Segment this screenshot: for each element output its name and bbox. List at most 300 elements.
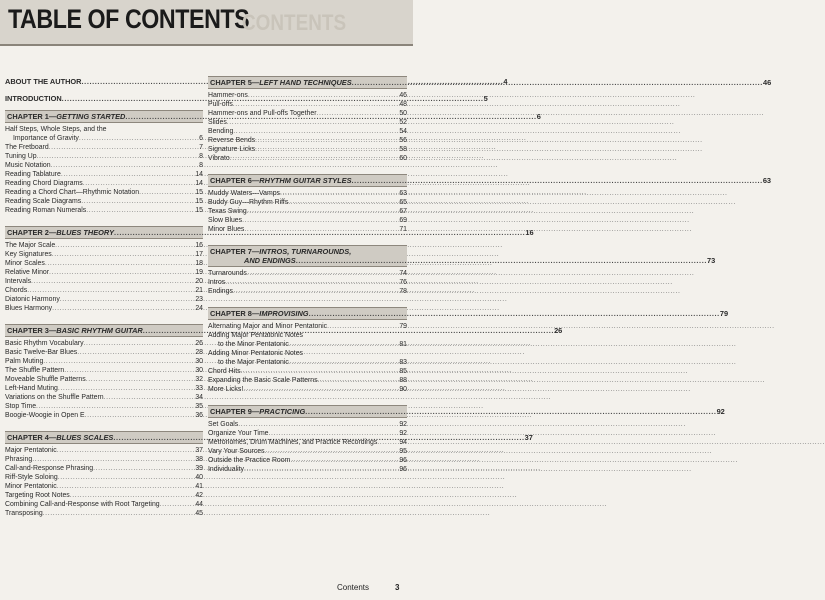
toc-entry[interactable] xyxy=(208,447,407,456)
section-label: ABOUT THE AUTHOR xyxy=(5,77,82,86)
toc-entry-label: Organize Your Time xyxy=(208,430,269,437)
toc-entry-label: Minor Scales xyxy=(5,260,45,267)
chapter-heading[interactable] xyxy=(208,174,772,187)
dot-leader xyxy=(243,385,398,394)
toc-entry-label: Chord Hits xyxy=(208,368,241,375)
toc-entry-page: 20 xyxy=(195,278,203,285)
toc-entry-page: 83 xyxy=(399,359,407,366)
dot-leader xyxy=(77,348,194,357)
toc-entry-page: 8 xyxy=(199,153,203,160)
toc-entry-label: Vibrato xyxy=(208,155,230,162)
toc-entry[interactable] xyxy=(208,198,407,207)
toc-entry[interactable] xyxy=(208,278,407,287)
toc-entry[interactable] xyxy=(208,429,407,438)
toc-entry-label: Basic Twelve-Bar Blues xyxy=(5,349,78,356)
toc-entry-page: 37 xyxy=(195,447,203,454)
toc-entry-label: Half Steps, Whole Steps, and the xyxy=(5,126,107,133)
toc-entry[interactable] xyxy=(5,188,203,197)
toc-entry-page: 32 xyxy=(195,376,203,383)
chapter-prefix: CHAPTER 7— xyxy=(210,247,260,256)
toc-entry-label: Combining Call-and-Response with Root Targeting xyxy=(5,501,160,508)
chapter-heading[interactable] xyxy=(208,76,772,89)
toc-entry[interactable] xyxy=(5,143,203,152)
dot-leader xyxy=(288,198,398,207)
toc-entry-page: 48 xyxy=(399,101,407,108)
toc-entry-label: Texas Swing xyxy=(208,208,247,215)
toc-entry-page: 52 xyxy=(399,119,407,126)
toc-entry-label: Turnarounds xyxy=(208,270,247,277)
dot-leader xyxy=(52,304,194,313)
dot-leader xyxy=(227,118,399,127)
toc-entry[interactable] xyxy=(208,118,407,127)
dot-leader xyxy=(31,277,194,286)
dot-leader xyxy=(233,100,399,109)
toc-entry-page: 34 xyxy=(195,394,203,401)
dot-leader xyxy=(255,145,398,154)
toc-entry[interactable] xyxy=(208,109,407,118)
chapter-heading-line xyxy=(210,247,405,256)
section-page: 5 xyxy=(483,94,488,103)
dot-leader xyxy=(51,161,199,170)
chapter-heading[interactable] xyxy=(208,307,729,320)
section-label: INTRODUCTION xyxy=(5,94,62,103)
dot-leader xyxy=(61,170,195,179)
toc-entry[interactable] xyxy=(208,340,407,349)
chapter-page: 46 xyxy=(762,78,772,87)
toc-entry-label: Basic Rhythm Vocabulary xyxy=(5,340,84,347)
toc-entry-label: Adding Major Pentatonic Notes xyxy=(208,332,303,339)
toc-entry-page: 41 xyxy=(195,483,203,490)
toc-entry-label: Intros xyxy=(208,279,226,286)
toc-entry-page: 6 xyxy=(199,135,203,142)
toc-entry[interactable] xyxy=(208,145,407,154)
toc-entry-page: 15 xyxy=(195,207,203,214)
toc-entry-label: More Licks! xyxy=(208,386,244,393)
toc-entry-label: Left-Hand Muting xyxy=(5,385,58,392)
dot-leader xyxy=(233,127,398,136)
chapter-name: INTROS, TURNAROUNDS, xyxy=(259,247,352,256)
chapter-page: 73 xyxy=(707,256,716,265)
toc-entry-page: 94 xyxy=(399,439,407,446)
toc-entry[interactable] xyxy=(5,375,203,384)
toc-entry-label: Slow Blues xyxy=(208,217,243,224)
toc-entry[interactable] xyxy=(5,241,203,250)
toc-entry-page: 54 xyxy=(399,128,407,135)
toc-entry[interactable] xyxy=(5,277,203,286)
dot-leader xyxy=(327,322,398,331)
toc-entry-page: 85 xyxy=(399,368,407,375)
toc-entry-label: Palm Muting xyxy=(5,358,44,365)
toc-entry[interactable] xyxy=(5,259,203,268)
chapter-prefix: CHAPTER 1— xyxy=(7,112,57,121)
chapter-name: BLUES SCALES xyxy=(56,433,114,442)
dot-leader xyxy=(242,216,398,225)
toc-entry-page: 58 xyxy=(399,146,407,153)
toc-entry-page: 81 xyxy=(399,341,407,348)
toc-entry[interactable] xyxy=(5,134,203,143)
toc-entry-page: 78 xyxy=(399,288,407,295)
chapter-prefix: CHAPTER 9— xyxy=(210,407,260,416)
toc-entry-page: 7 xyxy=(199,144,203,151)
toc-entry-page: 60 xyxy=(399,155,407,162)
toc-entry[interactable] xyxy=(5,295,203,304)
dot-leader xyxy=(45,259,195,268)
dot-leader xyxy=(247,207,399,216)
toc-entry-label-cont: Importance of Gravity xyxy=(13,135,79,142)
toc-entry-label: Pull-offs xyxy=(208,101,233,108)
toc-entry-page: 42 xyxy=(195,492,203,499)
toc-entry[interactable] xyxy=(5,348,203,357)
toc-entry[interactable] xyxy=(208,100,407,109)
toc-entry-label: Minor Pentatonic xyxy=(5,483,57,490)
toc-entry[interactable] xyxy=(208,269,407,278)
chapter-heading[interactable] xyxy=(208,245,716,267)
dot-leader xyxy=(43,357,194,366)
dot-leader xyxy=(241,367,399,376)
toc-entry[interactable] xyxy=(5,268,203,277)
toc-entry-page: 30 xyxy=(195,367,203,374)
toc-entry-page: 79 xyxy=(399,323,407,330)
toc-entry-label: Hammer-ons and Pull-offs Together xyxy=(208,110,317,117)
dot-leader xyxy=(289,358,398,367)
toc-entry-page: 95 xyxy=(399,448,407,455)
toc-entry[interactable] xyxy=(5,402,203,411)
toc-entry[interactable] xyxy=(5,170,203,179)
toc-entry-page: 67 xyxy=(399,208,407,215)
toc-entry-page: 50 xyxy=(399,110,407,117)
toc-entry-page: 76 xyxy=(399,279,407,286)
page-title: TABLE OF CONTENTS xyxy=(8,4,250,34)
toc-entry[interactable] xyxy=(5,455,203,464)
toc-entry-page: 33 xyxy=(195,385,203,392)
chapter-prefix: CHAPTER 8— xyxy=(210,309,260,318)
dot-leader xyxy=(57,446,195,455)
toc-entry-label: Targeting Root Notes xyxy=(5,492,70,499)
toc-entry-page: 88 xyxy=(399,377,407,384)
dot-leader xyxy=(309,309,720,318)
toc-entry[interactable] xyxy=(208,225,407,234)
toc-entry[interactable] xyxy=(5,500,203,509)
toc-entry-label: Hammer-ons xyxy=(208,92,248,99)
dot-leader xyxy=(296,256,707,265)
toc-entry-label: Call-and-Response Phrasing xyxy=(5,465,94,472)
dot-leader xyxy=(43,509,195,518)
toc-entry[interactable] xyxy=(208,358,407,367)
dot-leader xyxy=(318,376,399,385)
dot-leader xyxy=(55,241,194,250)
toc-entry[interactable] xyxy=(5,152,203,161)
toc-entry-page: 14 xyxy=(195,171,203,178)
chapter-name: PRACTICING xyxy=(259,407,306,416)
chapter-name: LEFT HAND TECHNIQUES xyxy=(259,78,352,87)
toc-entry-page: 44 xyxy=(195,501,203,508)
toc-entry-page: 21 xyxy=(195,287,203,294)
toc-entry-label: Muddy Waters—Vamps xyxy=(208,190,280,197)
toc-entry-page: 74 xyxy=(399,270,407,277)
footer-label: Contents xyxy=(337,583,370,592)
chapter-name-cont: AND ENDINGS xyxy=(244,256,296,265)
toc-entry-page: 30 xyxy=(195,358,203,365)
toc-entry-page: 8 xyxy=(199,162,203,169)
toc-entry-label: Reading a Chord Chart—Rhythmic Notation xyxy=(5,189,140,196)
chapter-page: 79 xyxy=(719,309,729,318)
toc-entry-page: 90 xyxy=(399,386,407,393)
toc-entry-label: Reading Roman Numerals xyxy=(5,207,87,214)
toc-entry-page: 40 xyxy=(195,474,203,481)
toc-entry-page: 19 xyxy=(195,269,203,276)
toc-entry-label: Metronomes, Drum Machines, and Practice Recordings xyxy=(208,439,378,446)
toc-entry-label: Alternating Major and Minor Pentatonic xyxy=(208,323,328,330)
toc-entry[interactable] xyxy=(208,420,407,429)
toc-entry[interactable] xyxy=(5,286,203,295)
toc-entry[interactable] xyxy=(208,287,407,296)
toc-entry-label: Riff-Style Soloing xyxy=(5,474,58,481)
toc-entry-label: Phrasing xyxy=(5,456,33,463)
toc-entry-label: Reading Scale Diagrams xyxy=(5,198,82,205)
toc-entry[interactable] xyxy=(5,304,203,313)
toc-entry[interactable] xyxy=(208,322,407,331)
toc-entry[interactable] xyxy=(5,357,203,366)
dot-leader xyxy=(32,455,194,464)
toc-entry-page: 69 xyxy=(399,217,407,224)
toc-entry[interactable] xyxy=(5,179,203,188)
toc-entry-label: Moveable Shuffle Patterns xyxy=(5,376,86,383)
chapter-name: BASIC RHYTHM GUITAR xyxy=(56,326,143,335)
toc-entry-label: Outside the Practice Room xyxy=(208,457,291,464)
toc-entry[interactable] xyxy=(5,509,203,518)
toc-entry-page: 17 xyxy=(195,251,203,258)
toc-entry[interactable] xyxy=(5,464,203,473)
dot-leader xyxy=(290,456,398,465)
dot-leader xyxy=(83,179,195,188)
toc-entry[interactable] xyxy=(5,411,203,420)
toc-entry-label: Signature Licks xyxy=(208,146,256,153)
toc-entry-page: 65 xyxy=(399,199,407,206)
dot-leader xyxy=(280,189,398,198)
toc-entry[interactable] xyxy=(5,482,203,491)
dot-leader xyxy=(289,340,398,349)
toc-entry[interactable] xyxy=(5,491,203,500)
toc-entry-label: Expanding the Basic Scale Patterns xyxy=(208,377,318,384)
toc-entry-label: Set Goals xyxy=(208,421,239,428)
toc-entry-page: 26 xyxy=(195,340,203,347)
toc-entry-page: 92 xyxy=(399,421,407,428)
dot-leader xyxy=(64,366,194,375)
toc-entry-page: 63 xyxy=(399,190,407,197)
footer-page-number: 3 xyxy=(395,583,400,592)
toc-entry-label: Music Notation xyxy=(5,162,51,169)
chapter-page: 92 xyxy=(716,407,725,416)
toc-entry-line[interactable] xyxy=(208,349,407,358)
toc-entry[interactable] xyxy=(5,197,203,206)
dot-leader xyxy=(27,286,194,295)
toc-entry-page: 36 xyxy=(195,412,203,419)
toc-entry-label: Slides xyxy=(208,119,227,126)
dot-leader xyxy=(248,91,399,100)
chapter-prefix: CHAPTER 4— xyxy=(7,433,57,442)
chapter-prefix: CHAPTER 2— xyxy=(7,228,57,237)
chapter-page: 16 xyxy=(525,228,534,237)
toc-entry[interactable] xyxy=(208,136,407,145)
toc-entry[interactable] xyxy=(5,446,203,455)
toc-entry[interactable] xyxy=(5,206,203,215)
toc-entry-page: 35 xyxy=(195,403,203,410)
dot-leader xyxy=(104,393,195,402)
toc-entry-label: Key Signatures xyxy=(5,251,52,258)
toc-entry[interactable] xyxy=(208,207,407,216)
toc-entry[interactable] xyxy=(208,189,407,198)
toc-entry-page: 38 xyxy=(195,456,203,463)
dot-leader xyxy=(305,407,716,416)
dot-leader xyxy=(52,250,195,259)
toc-entry-page: 92 xyxy=(399,430,407,437)
toc-entry-label: Bending xyxy=(208,128,234,135)
toc-entry-page: 16 xyxy=(195,242,203,249)
chapter-page: 6 xyxy=(536,112,541,121)
toc-entry-label: Buddy Guy—Rhythm Riffs xyxy=(208,199,289,206)
dot-leader xyxy=(352,78,763,87)
toc-entry-label: Diatonic Harmony xyxy=(5,296,60,303)
chapter-name: BLUES THEORY xyxy=(56,228,115,237)
toc-entry-label: Chords xyxy=(5,287,28,294)
toc-entry[interactable] xyxy=(5,384,203,393)
dot-leader xyxy=(58,384,194,393)
toc-entry-line[interactable] xyxy=(5,125,203,134)
toc-entry-page: 28 xyxy=(195,349,203,356)
toc-entry-page: 45 xyxy=(195,510,203,517)
toc-entry[interactable] xyxy=(208,376,407,385)
section-page: 4 xyxy=(503,77,508,86)
toc-entry[interactable] xyxy=(208,385,407,394)
dot-leader xyxy=(81,197,194,206)
chapter-heading[interactable] xyxy=(208,405,725,418)
dot-leader xyxy=(139,188,194,197)
dot-leader xyxy=(85,411,195,420)
chapter-page: 37 xyxy=(524,433,533,442)
dot-leader xyxy=(269,429,399,438)
dot-leader xyxy=(225,278,398,287)
toc-entry-page: 96 xyxy=(399,466,407,473)
dot-leader xyxy=(352,176,763,185)
dot-leader xyxy=(86,206,194,215)
toc-entry[interactable] xyxy=(208,438,407,447)
toc-entry-page: 96 xyxy=(399,457,407,464)
dot-leader xyxy=(93,464,194,473)
dot-leader xyxy=(238,420,398,429)
toc-entry-label: The Shuffle Pattern xyxy=(5,367,65,374)
dot-leader xyxy=(265,447,399,456)
toc-entry-label: Variations on the Shuffle Pattern xyxy=(5,394,104,401)
chapter-name: RHYTHM GUITAR STYLES xyxy=(259,176,352,185)
toc-entry-label: Relative Minor xyxy=(5,269,50,276)
dot-leader xyxy=(49,143,198,152)
toc-entry[interactable] xyxy=(5,473,203,482)
dot-leader xyxy=(60,295,195,304)
toc-entry-label: Minor Blues xyxy=(208,226,245,233)
toc-entry-label: Reading Chord Diagrams xyxy=(5,180,83,187)
toc-entry-label-cont: to the Minor Pentatonic xyxy=(218,341,289,348)
toc-entry-page: 39 xyxy=(195,465,203,472)
dot-leader xyxy=(317,109,399,118)
chapter-page: 26 xyxy=(554,326,563,335)
toc-entry[interactable] xyxy=(208,465,407,474)
toc-entry-label: Blues Harmony xyxy=(5,305,53,312)
toc-entry[interactable] xyxy=(208,216,407,225)
toc-entry-label: Tuning Up xyxy=(5,153,37,160)
toc-entry[interactable] xyxy=(5,161,203,170)
toc-entry-label: Stop Time xyxy=(5,403,37,410)
dot-leader xyxy=(233,287,398,296)
toc-entry-line[interactable] xyxy=(208,331,407,340)
toc-entry-page: 14 xyxy=(195,180,203,187)
toc-entry-label: Endings xyxy=(208,288,233,295)
toc-entry[interactable] xyxy=(5,250,203,259)
toc-entry[interactable] xyxy=(5,339,203,348)
chapter-prefix: CHAPTER 3— xyxy=(7,326,57,335)
toc-entry-page: 15 xyxy=(195,189,203,196)
toc-entry-label: Vary Your Sources xyxy=(208,448,265,455)
dot-leader xyxy=(244,225,398,234)
toc-entry-label: Reverse Bends xyxy=(208,137,256,144)
dot-leader xyxy=(57,482,195,491)
toc-entry[interactable] xyxy=(5,393,203,402)
dot-leader xyxy=(377,438,398,447)
chapter-prefix: CHAPTER 5— xyxy=(210,78,260,87)
chapter-heading-line xyxy=(210,256,716,265)
toc-entry-page: 56 xyxy=(399,137,407,144)
chapter-name: GETTING STARTED xyxy=(56,112,126,121)
toc-entry-label: The Fretboard xyxy=(5,144,49,151)
dot-leader xyxy=(58,473,195,482)
toc-entry-label: Major Pentatonic xyxy=(5,447,57,454)
chapter-page: 63 xyxy=(762,176,772,185)
page-header xyxy=(0,0,413,46)
toc-entry[interactable] xyxy=(208,456,407,465)
dot-leader xyxy=(70,491,195,500)
dot-leader xyxy=(247,269,399,278)
dot-leader xyxy=(244,465,398,474)
toc-entry-page: 23 xyxy=(195,296,203,303)
dot-leader xyxy=(160,500,195,509)
dot-leader xyxy=(255,136,398,145)
toc-entry-page: 71 xyxy=(399,226,407,233)
chapter-prefix: CHAPTER 6— xyxy=(210,176,260,185)
dot-leader xyxy=(84,339,195,348)
toc-entry-label-cont: to the Major Pentatonic xyxy=(218,359,289,366)
toc-entry-label: Boogie-Woogie in Open E xyxy=(5,412,85,419)
dot-leader xyxy=(86,375,195,384)
toc-entry-page: 46 xyxy=(399,92,407,99)
dot-leader xyxy=(79,134,198,143)
toc-entry-label: Transposing xyxy=(5,510,43,517)
toc-entry[interactable] xyxy=(5,366,203,375)
toc-entry[interactable] xyxy=(208,367,407,376)
toc-entry-label: Reading Tablature xyxy=(5,171,61,178)
toc-entry-page: 18 xyxy=(195,260,203,267)
toc-entry-page: 24 xyxy=(195,305,203,312)
toc-entry-label: Adding Minor Pentatonic Notes xyxy=(208,350,303,357)
toc-entry-label: Individuality xyxy=(208,466,245,473)
toc-entry[interactable] xyxy=(208,127,407,136)
toc-entry-label: Intervals xyxy=(5,278,32,285)
ghost-heading: CONTENTS xyxy=(242,10,347,35)
dot-leader xyxy=(230,154,399,163)
dot-leader xyxy=(36,402,194,411)
toc-entry[interactable] xyxy=(208,154,407,163)
toc-entry[interactable] xyxy=(208,91,407,100)
dot-leader xyxy=(49,268,194,277)
toc-entry-label: The Major Scale xyxy=(5,242,56,249)
